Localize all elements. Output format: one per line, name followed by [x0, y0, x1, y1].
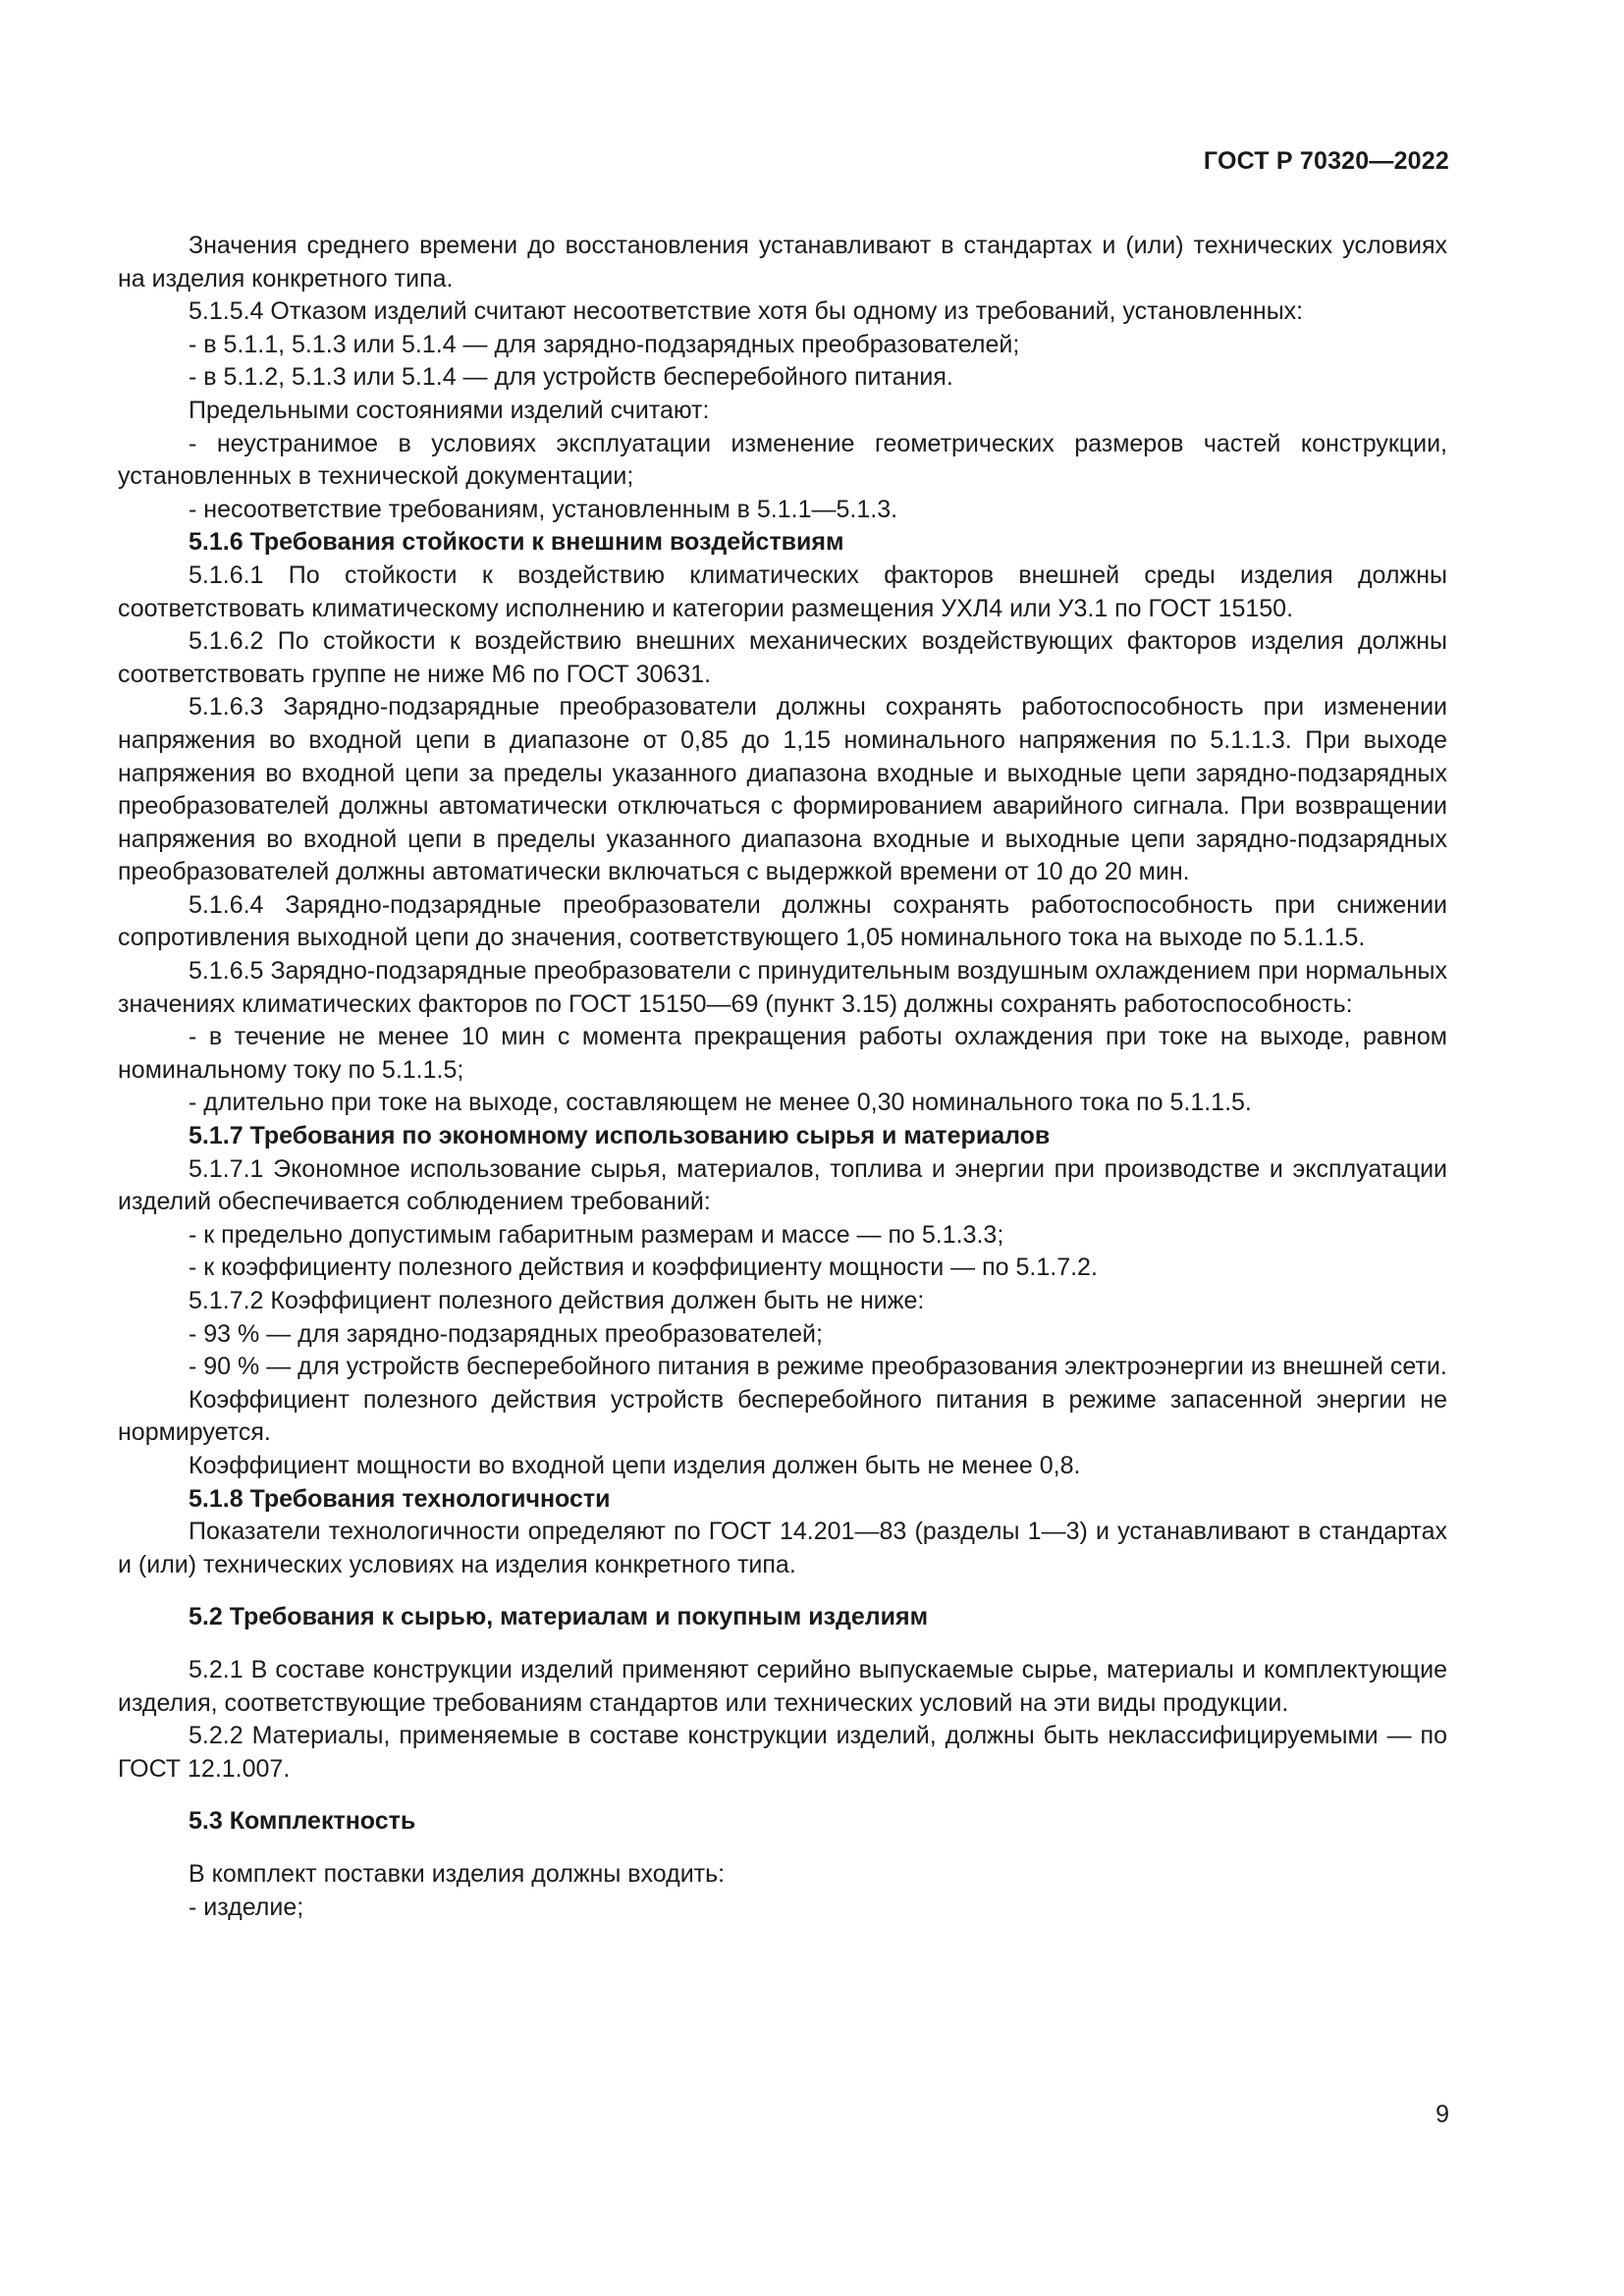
body-paragraph: - неустранимое в условиях эксплуатации изменение геометрических размеров частей конструкции, установленных в технической документации; [118, 429, 1447, 491]
body-paragraph: - в течение не менее 10 мин с момента прекращения работы охлаждения при токе на выходе, равном номинальному току по 5.1.1.5; [118, 1023, 1447, 1084]
body-paragraph: 5.2.1 В составе конструкции изделий применяют серийно выпускаемые сырье, материалы и комплектующие изделия, соответствующие требованиям стандартов или технических условий на эти виды продукции. [118, 1655, 1447, 1717]
document-id-header: ГОСТ Р 70320—2022 [1203, 147, 1449, 175]
document-body [118, 230, 1447, 1924]
section-heading: 5.2 Требования к сырью, материалам и покупным изделиям [189, 1603, 929, 1631]
body-paragraph: - изделие; [189, 1893, 304, 1921]
body-paragraph: 5.1.7.2 Коэффициент полезного действия должен быть не ниже: [189, 1287, 925, 1314]
body-paragraph: 5.2.2 Материалы, применяемые в составе конструкции изделий, должны быть неклассифицируемыми — по ГОСТ 12.1.007. [118, 1722, 1447, 1783]
section-heading: 5.3 Комплектность [189, 1807, 416, 1836]
body-paragraph: - 93 % — для зарядно-подзарядных преобразователей; [189, 1319, 823, 1348]
body-paragraph: Предельными состояниями изделий считают: [189, 396, 710, 424]
body-paragraph: Коэффициент мощности во входной цепи изделия должен быть не менее 0,8. [189, 1451, 1081, 1479]
body-paragraph: - в 5.1.2, 5.1.3 или 5.1.4 — для устройств бесперебойного питания. [189, 363, 953, 392]
subsection-heading: 5.1.7 Требования по экономному использованию сырья и материалов [189, 1122, 1051, 1150]
body-paragraph: В комплект поставки изделия должны входить: [189, 1859, 726, 1888]
body-paragraph: - в 5.1.1, 5.1.3 или 5.1.4 — для зарядно-подзарядных преобразователей; [189, 330, 1020, 358]
body-paragraph: Показатели технологичности определяют по ГОСТ 14.201—83 (разделы 1—3) и устанавливают в стандартах и (или) технических условиях на изделия конкретного типа. [118, 1518, 1447, 1578]
body-paragraph: Коэффициент полезного действия устройств бесперебойного питания в режиме запасенной энергии не нормируется. [118, 1385, 1447, 1447]
subsection-heading: 5.1.6 Требования стойкости к внешним воздействиям [189, 528, 844, 557]
body-paragraph: - 90 % — для устройств бесперебойного питания в режиме преобразования электроэнергии из внешней сети. [189, 1353, 1447, 1381]
body-paragraph: - к предельно допустимым габаритным размерам и массе — по 5.1.3.3; [189, 1220, 1004, 1249]
body-paragraph: Значения среднего времени до восстановления устанавливают в стандартах и (или) технических условиях на изделия конкретного типа. [118, 232, 1447, 293]
body-paragraph: 5.1.6.2 По стойкости к воздействию внешних механических воздействующих факторов изделия должны соответствовать группе не ниже М6 по ГОСТ 30631. [118, 627, 1447, 688]
body-paragraph: - к коэффициенту полезного действия и коэффициенту мощности — по 5.1.7.2. [189, 1254, 1098, 1282]
page-number: 9 [1435, 2101, 1449, 2128]
body-paragraph: 5.1.6.4 Зарядно-подзарядные преобразователи должны сохранять работоспособность при снижении сопротивления выходной цепи до значения, соответствующего 1,05 номинального тока на выходе по 5.1.1.5. [118, 890, 1447, 952]
body-paragraph: 5.1.6.5 Зарядно-подзарядные преобразователи с принудительным воздушным охлаждением при нормальных значениях климатических факторов по ГОСТ 15150—69 (пункт 3.15) должны сохранять работоспособность: [118, 957, 1447, 1018]
body-paragraph: 5.1.6.3 Зарядно-подзарядные преобразователи должны сохранять работоспособность при изменении напряжения во входной цепи в диапазоне от 0,85 до 1,15 номинального напряжения по 5.1.1.3. При выходе напряжения во входной цепи за пределы указанного диапазона входные и выходные цепи зарядно-подзарядных преобразователей должны автоматически отключаться с формированием аварийного сигнала. При возвращении напряжения во входной цепи в пределы указанного диапазона входные и выходные цепи зарядно-подзарядных преобразователей должны автоматически включаться с выдержкой времени от 10 до 20 мин. [118, 693, 1447, 886]
subsection-heading: 5.1.8 Требования технологичности [189, 1484, 611, 1513]
body-paragraph: 5.1.6.1 По стойкости к воздействию климатических факторов внешней среды изделия должны соответствовать климатическому исполнению и категории размещения УХЛ4 или У3.1 по ГОСТ 15150. [118, 561, 1447, 622]
body-paragraph: - несоответствие требованиям, установленным в 5.1.1—5.1.3. [189, 495, 898, 523]
body-paragraph: 5.1.5.4 Отказом изделий считают несоответствие хотя бы одному из требований, установленных: [189, 297, 1304, 326]
body-paragraph: - длительно при токе на выходе, составляющем не менее 0,30 номинального тока по 5.1.1.5. [189, 1089, 1252, 1117]
body-paragraph: 5.1.7.1 Экономное использование сырья, материалов, топлива и энергии при производстве и эксплуатации изделий обеспечивается соблюдением требований: [118, 1154, 1447, 1216]
